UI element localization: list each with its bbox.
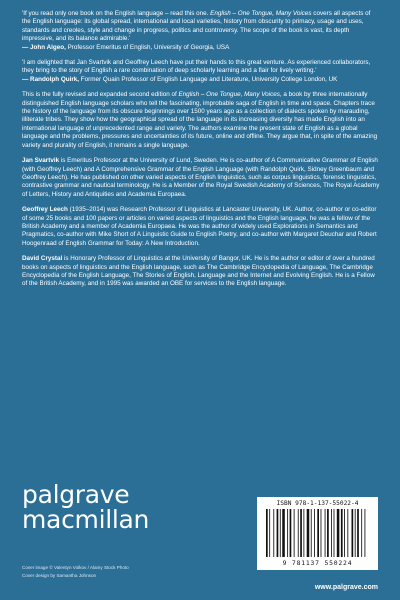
author-bio-crystal: David Crystal is Honorary Professor of Linguistics at the University of Bangor, UK. He is the author or editor of over a hundred books on aspects of linguistics and the English language, such as The Cambridge Encyclopedia of Language, The Cambridge Encyclopedia of the English Language, The Stories of English, Language and the Internet and Evolving English. He is a Fellow of the British Academy, and in 1995 was awarded an OBE for services to the English language. [22,255,375,288]
publisher-logo-line1: palgrave [22,480,130,509]
isbn-label: ISBN 978-1-137-55022-4 [276,500,359,507]
barcode-digits: 9 781137 550224 [282,559,353,567]
cover-image-credit: Cover image © Valentyn Volkov / Alamy Stock Photo [22,565,129,570]
publisher-logo-line2: macmillan [22,505,150,534]
endorsement-quote-1: 'If you read only one book on the English language – read this one. English – One Tongue, Many Voices covers all aspects of the English language: its global spread, international and local varieties, history from obscurity to primacy, usage and uses, standards and creoles, style and change in progress, politics and controversy. The scope of the book is vast, its depth impressive, and its balance admirable.' — John Algeo, Professor Emeritus of English, University of Georgia, USA [22,10,380,52]
author-bio-svartvik: Jan Svartvik is Emeritus Professor at the University of Lund, Sweden. He is co-author of A Communicative Grammar of English (with Geoffrey Leech) and A Comprehensive Grammar of the English Language (with Randolph Quirk, Sidney Greenbaum and Geoffrey Leech). He has published on other varied aspects of English linguistics, such as corpus linguistics, forensic linguistics, contrastive grammar and nautical terminology. He is a Member of the Royal Swedish Academy of Sciences, The Royal Academy of Letters, History and Antiquities and Academia Europaea. [22,157,380,198]
barcode-icon [265,509,370,559]
publisher-logo [22,482,149,532]
isbn-barcode-box [257,497,378,570]
quote-attribution: — Randolph Quirk, Former Quain Professor of English Language and Literature, University College London, UK [22,75,338,83]
author-bio-leech: Geoffrey Leech (1935–2014) was Research Professor of Linguistics at Lancaster University, UK. Author, co-author or co-editor of some 25 books and 100 papers or articles on varied aspects of linguistics and the English language, he was a fellow of the British Academy and a member of Academia Europaea. He was the author of widely used Explorations in Semantics and Pragmatics, co-author with Mike Short of A Linguistic Guide to English Poetry, and co-author with Margaret Deuchar and Robert Hoogenraad of English Grammar for Today: A New Introduction. [22,206,377,247]
endorsement-quote-2: 'I am delighted that Jan Svartvik and Geoffrey Leech have put their hands to this great venture. As experienced collaborators, they bring to the story of English a rare combination of deep scholarly learning and a flair for lively writing.' — Randolph Quirk, Former Quain Professor of English Language and Literature, University College London, UK [22,59,380,84]
publisher-website[interactable]: www.palgrave.com [314,584,378,591]
back-cover-text [22,10,380,296]
quote-attribution: — John Algeo, Professor Emeritus of English, University of Georgia, USA [22,43,230,51]
cover-design-credit: Cover design by Samantha Johnson [22,573,97,578]
book-description: This is the fully revised and expanded second edition of English – One Tongue, Many Voices, a book by three internationally distinguished English language scholars who tell the fascinating, improbable saga of English in time and space. Chapters trace the history of the language from its obscure beginnings over 1500 years ago as a collection of dialects spoken by marauding, illiterate tribes. They show how the geographical spread of the language in its increasing diversity has made English into an international language of unprecedented range and variety. The authors examine the present state of English as a global language and the problems, pressures and uncertainties of its future, online and offline. They argue that, in spite of the amazing variety and plurality of English, it remains a single language. [22,91,378,149]
cover-credits [22,564,129,580]
